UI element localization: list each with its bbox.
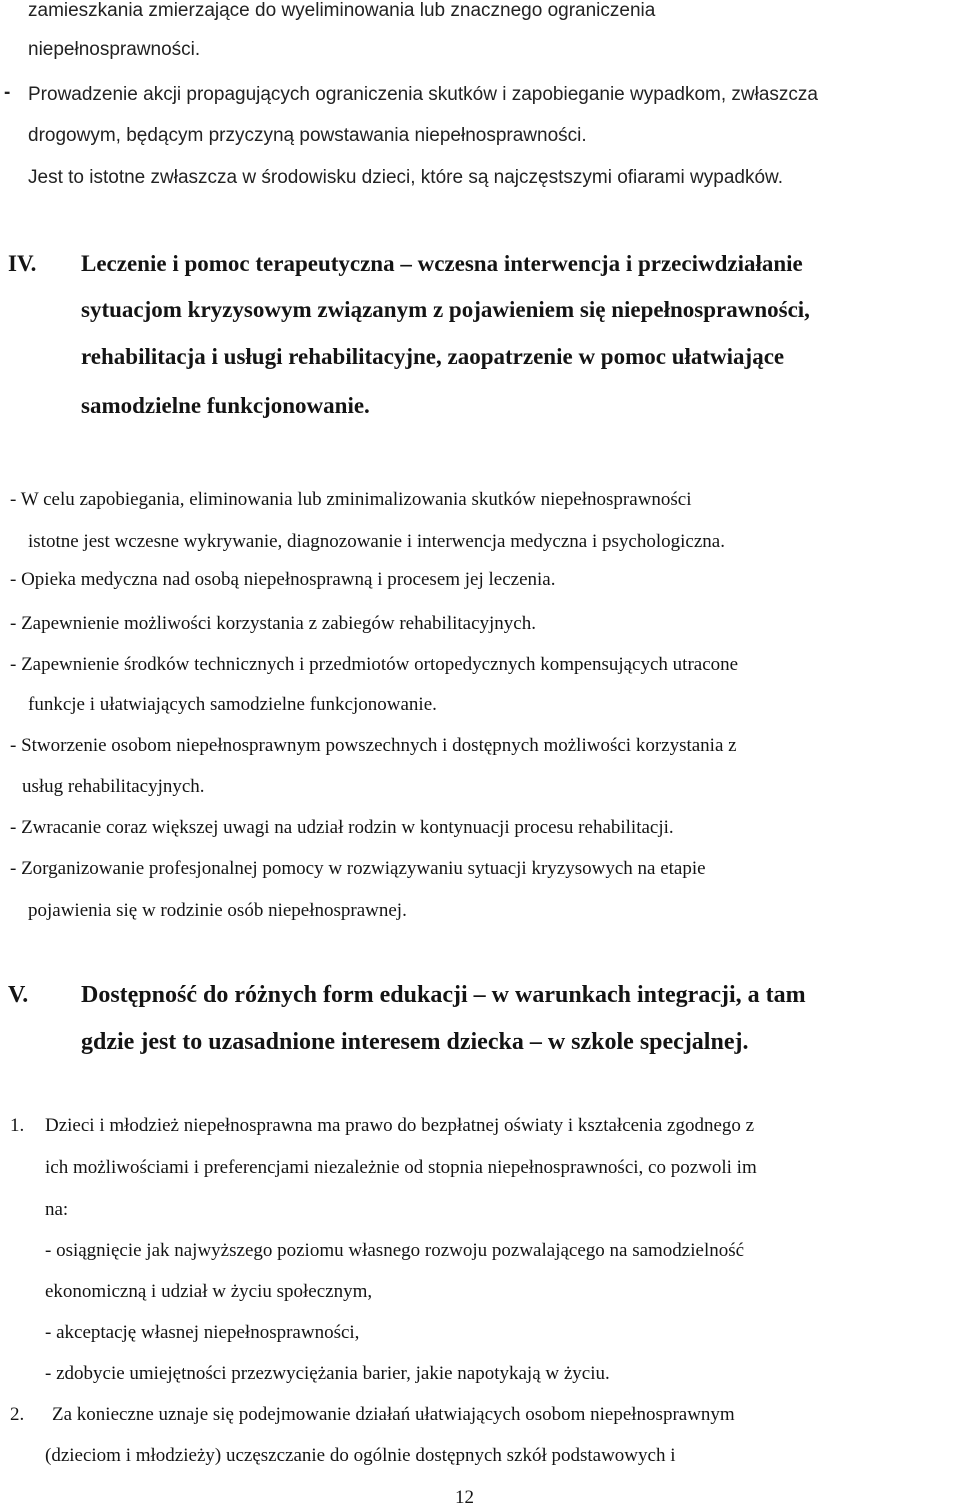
section-4-item: istotne jest wczesne wykrywanie, diagnozowanie i interwencja medyczna i psychologiczna. [28, 531, 725, 552]
section-4-item: funkcje i ułatwiających samodzielne funkcjonowanie. [28, 694, 437, 715]
intro-line-5: Jest to istotne zwłaszcza w środowisku dzieci, które są najczęstszymi ofiarami wypadków. [28, 167, 783, 188]
section-4-item: - W celu zapobiegania, eliminowania lub zminimalizowania skutków niepełnosprawności [10, 489, 692, 510]
section-4-item: - Zapewnienie możliwości korzystania z zabiegów rehabilitacyjnych. [10, 613, 536, 634]
section-5-number: V. [8, 982, 29, 1008]
section-4-number: IV. [8, 251, 37, 276]
section-4-item: - Zwracanie coraz większej uwagi na udział rodzin w kontynuacji procesu rehabilitacji. [10, 817, 674, 838]
section-4-heading-line-4: samodzielne funkcjonowanie. [81, 393, 370, 418]
section-4-heading-line-2: sytuacjom kryzysowym związanym z pojawieniem się niepełnosprawności, [81, 297, 810, 322]
paragraph-2-line: (dzieciom i młodzieży) uczęszczanie do ogólnie dostępnych szkół podstawowych i [45, 1445, 676, 1466]
paragraph-1-line: ekonomiczną i udział w życiu społecznym, [45, 1281, 373, 1302]
intro-line-4: drogowym, będącym przyczyną powstawania niepełnosprawności. [28, 125, 587, 146]
section-4-heading-line-3: rehabilitacja i usługi rehabilitacyjne, zaopatrzenie w pomoc ułatwiające [81, 344, 785, 369]
paragraph-1-line: - zdobycie umiejętności przezwyciężania barier, jakie napotykają w życiu. [45, 1363, 610, 1384]
paragraph-1-line: Dzieci i młodzież niepełnosprawna ma prawo do bezpłatnej oświaty i kształcenia zgodnego z [45, 1115, 755, 1136]
section-5-heading-line-1: Dostępność do różnych form edukacji – w warunkach integracji, a tam [81, 982, 806, 1008]
intro-bullet-dash: - [4, 82, 11, 103]
section-4-item: pojawienia się w rodzinie osób niepełnosprawnej. [28, 900, 407, 921]
paragraph-1-line: - osiągnięcie jak najwyższego poziomu własnego rozwoju pozwalającego na samodzielność [45, 1240, 745, 1261]
section-4-item: - Zapewnienie środków technicznych i przedmiotów ortopedycznych kompensujących utracone [10, 654, 739, 675]
intro-line-3: Prowadzenie akcji propagujących ograniczenia skutków i zapobieganie wypadkom, zwłaszcza [28, 84, 818, 105]
section-4-item: usług rehabilitacyjnych. [22, 776, 205, 797]
section-4-heading-line-1: Leczenie i pomoc terapeutyczna – wczesna interwencja i przeciwdziałanie [81, 251, 803, 276]
paragraph-2-line: Za konieczne uznaje się podejmowanie działań ułatwiających osobom niepełnosprawnym [52, 1404, 735, 1425]
section-4-item: - Opieka medyczna nad osobą niepełnosprawną i procesem jej leczenia. [10, 569, 556, 590]
paragraph-1-number: 1. [10, 1115, 25, 1136]
paragraph-2-number: 2. [10, 1404, 25, 1425]
section-4-item: - Stworzenie osobom niepełnosprawnym powszechnych i dostępnych możliwości korzystania z [10, 735, 737, 756]
paragraph-1-line: na: [45, 1199, 69, 1220]
intro-line-2: niepełnosprawności. [28, 39, 201, 60]
section-5-heading-line-2: gdzie jest to uzasadnione interesem dziecka – w szkole specjalnej. [81, 1029, 749, 1055]
page-number: 12 [455, 1487, 474, 1508]
intro-line-1: zamieszkania zmierzające do wyeliminowania lub znacznego ograniczenia [28, 0, 656, 21]
paragraph-1-line: - akceptację własnej niepełnosprawności, [45, 1322, 360, 1343]
section-4-item: - Zorganizowanie profesjonalnej pomocy w rozwiązywaniu sytuacji kryzysowych na etapie [10, 858, 706, 879]
paragraph-1-line: ich możliwościami i preferencjami niezależnie od stopnia niepełnosprawności, co pozwoli im [45, 1157, 757, 1178]
